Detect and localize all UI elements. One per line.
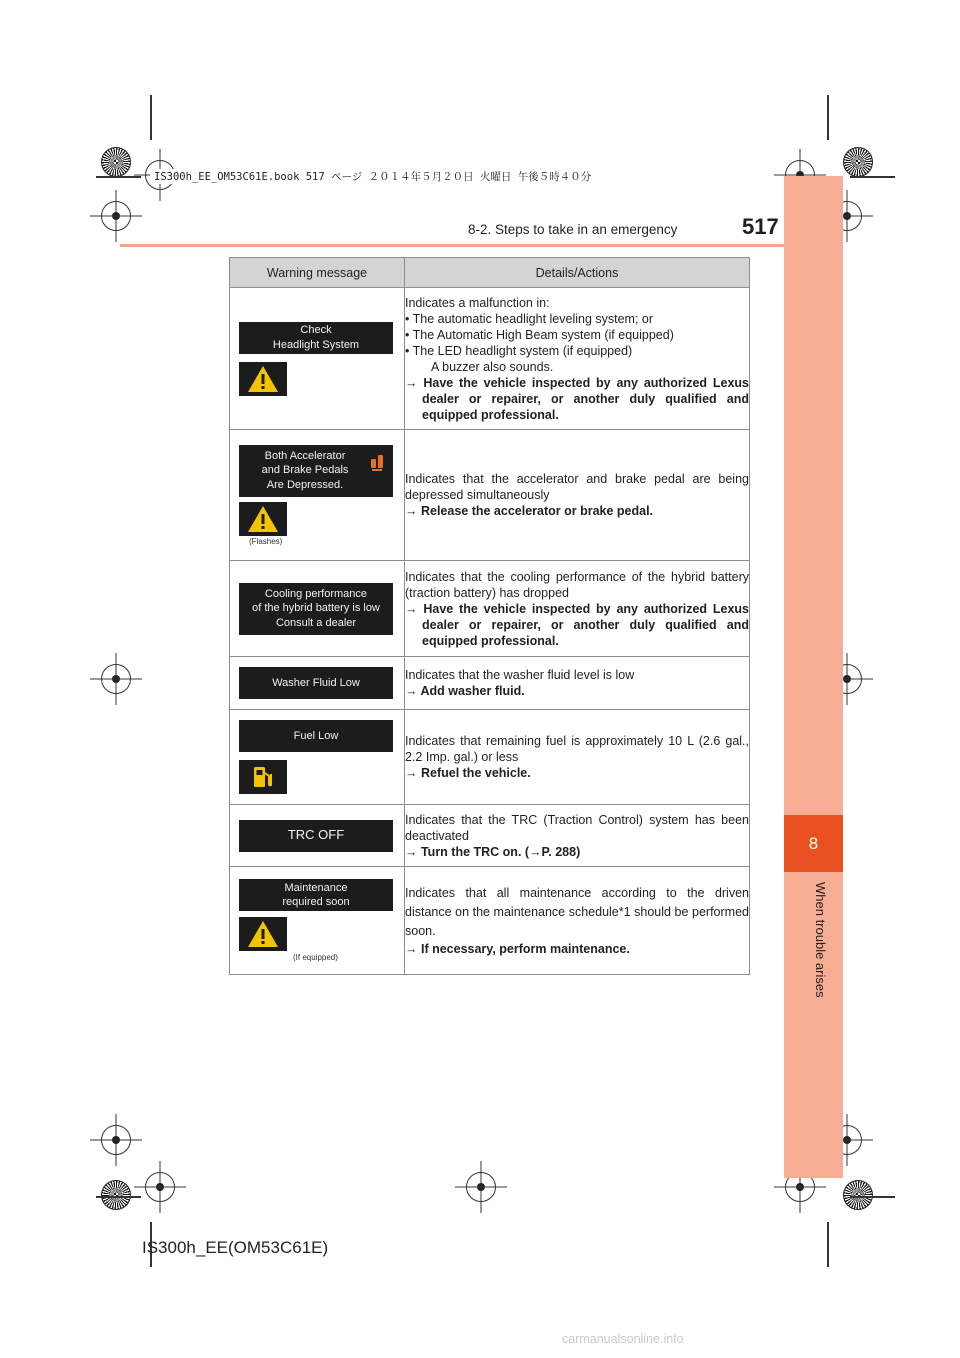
warning-message-display: Washer Fluid Low [239, 667, 393, 699]
crop-line [850, 176, 895, 178]
action-instruction: → Have the vehicle inspected by any authorized Lexus dealer or repairer, or another duly qualified and equipped professional. [405, 601, 749, 648]
action-instruction: → Release the accelerator or brake pedal. [405, 504, 654, 518]
page-number: 517 [742, 214, 779, 239]
action-instruction: → Add washer fluid. [405, 684, 525, 698]
pedal-icon [369, 453, 385, 473]
header-rule [120, 244, 784, 247]
book-file-tag: IS300h_EE_OM53C61E.book 517 ページ ２０１４年５月２０日 火曜日 午後５時４０分 [150, 169, 595, 184]
warning-message-display: Fuel Low [239, 720, 393, 752]
action-instruction: → Refuel the vehicle. [405, 766, 531, 780]
chapter-number-tab: 8 [784, 815, 843, 872]
warning-triangle-icon [239, 917, 287, 951]
table-row [230, 710, 750, 805]
crosshair-mark [101, 664, 131, 694]
section-title: 8-2. Steps to take in an emergency [468, 222, 678, 237]
chapter-title: When trouble arises [813, 882, 828, 998]
details-cell: Indicates that the cooling performance of the hybrid battery (traction battery) has dropped → Have the vehicle inspected by any authorized Lexus dealer or repairer, or another duly qualified and equipped professional. [405, 561, 750, 657]
table-row [230, 867, 750, 975]
registration-star-top-left [101, 147, 131, 177]
flashes-note: (Flashes) [249, 536, 283, 546]
details-cell: Indicates that the washer fluid level is low → Add washer fluid. [405, 657, 750, 710]
table-row [230, 657, 750, 710]
warning-message-display: TRC OFF [239, 820, 393, 852]
warning-message-display: Maintenance required soon [239, 879, 393, 911]
table-header-row [230, 258, 750, 288]
table-row [230, 430, 750, 561]
details-cell: Indicates that the accelerator and brake pedal are being depressed simultaneously → Release the accelerator or brake pedal. [405, 430, 750, 561]
details-cell: Indicates that remaining fuel is approximately 10 L (2.6 gal., 2.2 Imp. gal.) or less → Refuel the vehicle. [405, 710, 750, 805]
details-cell: Indicates that the TRC (Traction Control) system has been deactivated → Turn the TRC on. (→P. 288) [405, 805, 750, 867]
action-instruction: → Turn the TRC on. (→P. 288) [405, 844, 581, 859]
details-cell: Indicates a malfunction in: • The automatic headlight leveling system; or • The Automatic High Beam system (if equipped) • The LED headlight system (if equipped) A buzzer also sounds. → Have the vehicle inspected by any authorized Lexus dealer or repairer, or another duly qualified and equipped professional. [405, 288, 750, 430]
action-instruction: → Have the vehicle inspected by any authorized Lexus dealer or repairer, or another duly qualified and equipped professional. [405, 375, 749, 422]
crop-line [96, 176, 141, 178]
crosshair-mark [101, 201, 131, 231]
crop-line [850, 1196, 895, 1198]
warning-triangle-icon [239, 502, 287, 536]
table-row [230, 288, 750, 430]
table-row [230, 805, 750, 867]
crop-line [150, 95, 152, 140]
warning-message-display: Cooling performance of the hybrid battery is low Consult a dealer [239, 583, 393, 635]
fuel-pump-icon [239, 760, 287, 794]
warning-message-table [229, 257, 750, 975]
crosshair-mark [145, 1172, 175, 1202]
details-cell: Indicates that all maintenance according to the driven distance on the maintenance schedule*1 should be performed soon. → If necessary, perform maintenance. [405, 867, 750, 975]
warning-triangle-icon [239, 362, 287, 396]
registration-star-bottom-left [101, 1180, 131, 1210]
column-header: Details/Actions [405, 258, 750, 288]
table-row [230, 561, 750, 657]
warning-message-display: Check Headlight System [239, 322, 393, 354]
site-watermark: carmanualsonline.info [562, 1332, 684, 1346]
document-code-footer: IS300h_EE(OM53C61E) [142, 1238, 329, 1257]
crosshair-mark [101, 1125, 131, 1155]
crop-line [96, 1196, 141, 1198]
column-header: Warning message [230, 258, 405, 288]
registration-star-bottom-right [843, 1180, 873, 1210]
action-instruction: → If necessary, perform maintenance. [405, 942, 630, 956]
warning-message-display: Both Accelerator and Brake Pedals Are Depressed. [239, 445, 393, 497]
if-equipped-note: (If equipped) [293, 953, 338, 962]
crosshair-mark [466, 1172, 496, 1202]
crop-line [827, 95, 829, 140]
crop-line [827, 1222, 829, 1267]
registration-star-top-right [843, 147, 873, 177]
